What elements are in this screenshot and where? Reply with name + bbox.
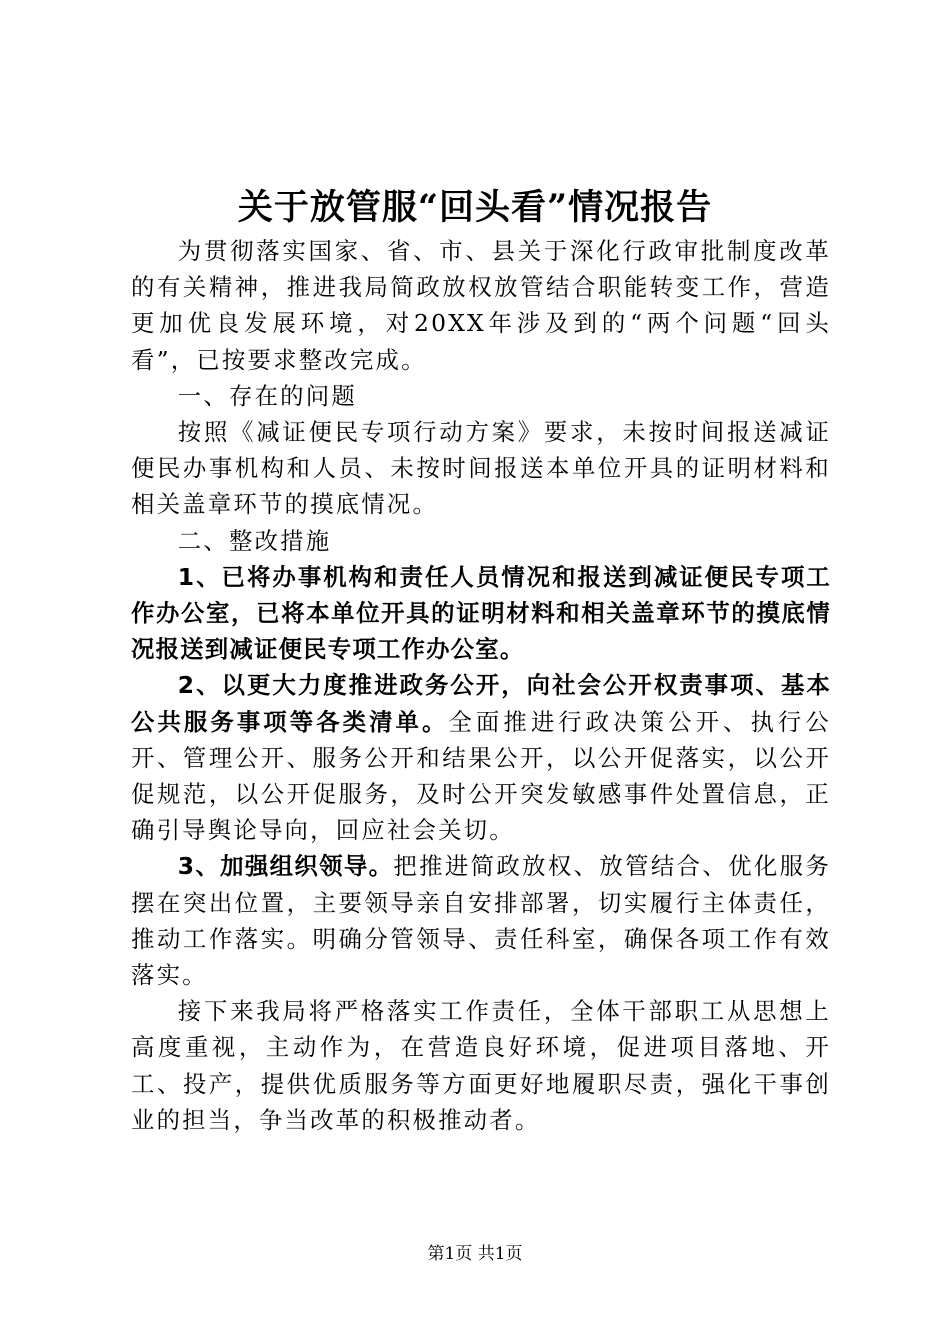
page-footer: 第1页 共1页 (427, 1244, 523, 1264)
measure-item-3-text: 把推进简政放权、放管结合、优化服务摆在突出位置，主要领导亲自安排部署，切实履行主体责任，推动工作落实。明确分管领导、责任科室，确保各项工作有效落实。 (131, 852, 831, 990)
problems-paragraph: 按照《减证便民专项行动方案》要求，未按时间报送减证便民办事机构和人员、未按时间报送本单位开具的证明材料和相关盖章环节的摸底情况。 (131, 418, 831, 519)
document-title: 关于放管服“回头看”情况报告 (237, 187, 713, 228)
closing-paragraph: 接下来我局将严格落实工作责任，全体干部职工从思想上高度重视，主动作为，在营造良好环境，促进项目落地、开工、投产，提供优质服务等方面更好地履职尽责，强化干事创业的担当，争当改革的积极推动者。 (131, 997, 831, 1134)
document-body (131, 233, 831, 1138)
section-heading-problems: 一、存在的问题 (177, 381, 357, 410)
measure-item-3-lead: 3、加强组织领导。 (177, 852, 394, 881)
measure-item-1: 1、已将办事机构和责任人员情况和报送到减证便民专项工作办公室，已将本单位开具的证明材料和相关盖章环节的摸底情况报送到减证便民专项工作办公室。 (131, 562, 831, 664)
measure-item-2-lead: 2、以更大力度推进政务公开，向社会公开权责事项、基本公共服务事项等各类清单。 (131, 671, 831, 736)
section-heading-measures: 二、整改措施 (177, 526, 332, 555)
measure-item-2-text: 全面推进行政决策公开、执行公开、管理公开、服务公开和结果公开，以公开促落实，以公开促规范，以公开促服务，及时公开突发敏感事件处置信息，正确引导舆论导向，回应社会关切。 (131, 707, 831, 845)
measure-item-3 (131, 848, 831, 993)
intro-paragraph: 为贯彻落实国家、省、市、县关于深化行政审批制度改革的有关精神，推进我局简政放权放管结合职能转变工作，营造更加优良发展环境，对20XX年涉及到的“两个问题“回头看”，已按要求整改完成。 (131, 237, 831, 374)
measure-item-2 (131, 667, 831, 848)
